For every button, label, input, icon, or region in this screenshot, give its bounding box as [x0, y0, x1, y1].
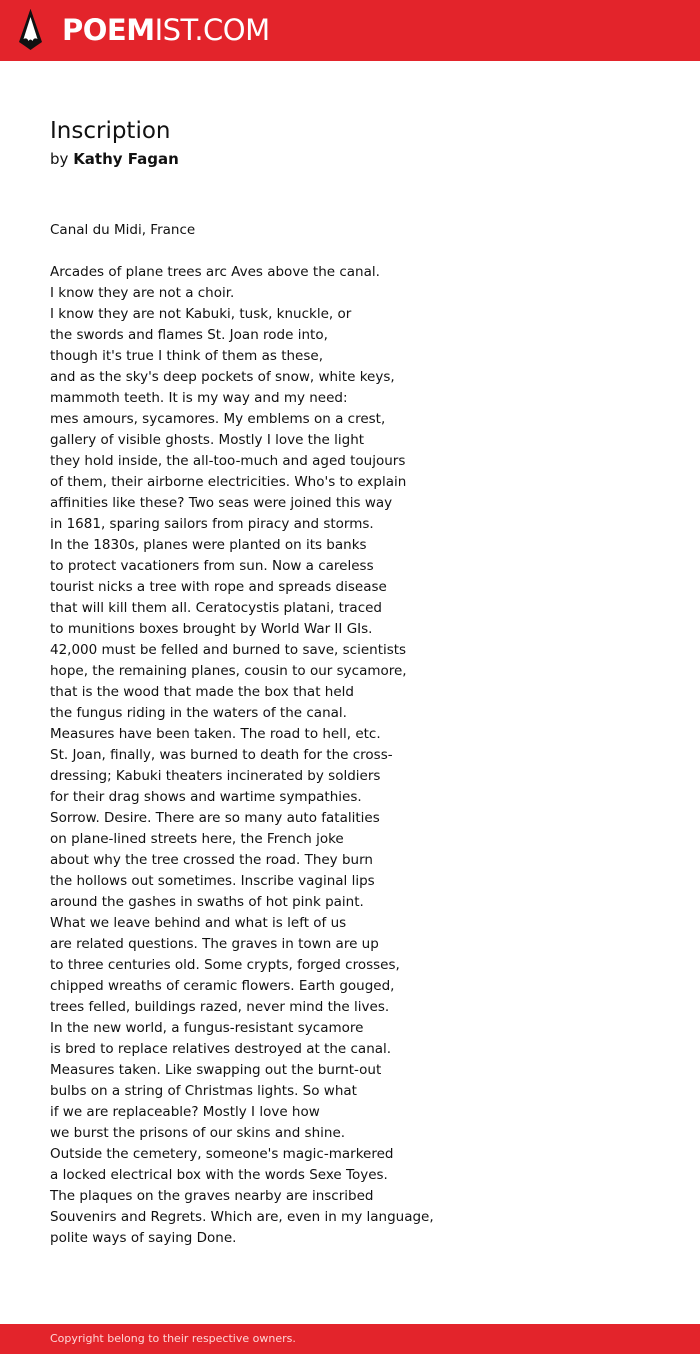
poem-line: is bred to replace relatives destroyed at the canal. [50, 1041, 392, 1057]
poem-line: to munitions boxes brought by World War II GIs. [50, 621, 373, 637]
poem-line: to three centuries old. Some crypts, forged crosses, [50, 957, 400, 973]
poem-line: the swords and flames St. Joan rode into, [50, 327, 328, 343]
poem-line: The plaques on the graves nearby are inscribed [50, 1188, 374, 1204]
poem-line: of them, their airborne electricities. Who's to explain [50, 474, 407, 490]
poem-title: Inscription [50, 118, 171, 144]
poem-line: in 1681, sparing sailors from piracy and storms. [50, 516, 374, 532]
poem-line: we burst the prisons of our skins and shine. [50, 1125, 346, 1141]
poem-line: affinities like these? Two seas were joined this way [50, 495, 393, 511]
site-footer [0, 1324, 700, 1354]
poem-epigraph: Canal du Midi, France [50, 222, 196, 238]
logo-text-light: IST.COM [154, 12, 270, 47]
poem-line: mammoth teeth. It is my way and my need: [50, 390, 348, 406]
poem-line: bulbs on a string of Christmas lights. So what [50, 1083, 357, 1099]
poem-line: if we are replaceable? Mostly I love how [50, 1104, 320, 1120]
poem-line: trees felled, buildings razed, never mind the lives. [50, 999, 390, 1015]
stanza-gap [50, 241, 670, 262]
poem-line: on plane-lined streets here, the French joke [50, 831, 344, 847]
poem-byline [50, 148, 670, 170]
poem-line: 42,000 must be felled and burned to save, scientists [50, 642, 407, 658]
pencil-logo-icon [18, 8, 43, 51]
poem-line: are related questions. The graves in town are up [50, 936, 379, 952]
poem-line: Measures taken. Like swapping out the burnt-out [50, 1062, 382, 1078]
poem-line: What we leave behind and what is left of us [50, 915, 347, 931]
footer-copyright: Copyright belong to their respective owners. [50, 1332, 296, 1345]
by-label: by [50, 150, 69, 168]
poem-line: the fungus riding in the waters of the canal. [50, 705, 347, 721]
poem-line: In the 1830s, planes were planted on its banks [50, 537, 367, 553]
poem-line: I know they are not Kabuki, tusk, knuckle, or [50, 306, 352, 322]
poem-line: that will kill them all. Ceratocystis platani, traced [50, 600, 382, 616]
poem-line: mes amours, sycamores. My emblems on a crest, [50, 411, 386, 427]
poem-line: tourist nicks a tree with rope and spreads disease [50, 579, 387, 595]
poem-line: St. Joan, finally, was burned to death for the cross- [50, 747, 393, 763]
poem-line: to protect vacationers from sun. Now a careless [50, 558, 374, 574]
poem-line: about why the tree crossed the road. They burn [50, 852, 373, 868]
poem-line: Arcades of plane trees arc Aves above the canal. [50, 264, 380, 280]
poem-line: chipped wreaths of ceramic flowers. Earth gouged, [50, 978, 395, 994]
poem-line: Souvenirs and Regrets. Which are, even in my language, [50, 1209, 434, 1225]
poem-line: for their drag shows and wartime sympathies. [50, 789, 362, 805]
site-header [0, 0, 700, 61]
poem-line: and as the sky's deep pockets of snow, white keys, [50, 369, 395, 385]
poem-line: dressing; Kabuki theaters incinerated by soldiers [50, 768, 381, 784]
poem-line: around the gashes in swaths of hot pink paint. [50, 894, 364, 910]
poem-line: Measures have been taken. The road to hell, etc. [50, 726, 381, 742]
poem-line: polite ways of saying Done. [50, 1230, 237, 1246]
poem-line: gallery of visible ghosts. Mostly I love the light [50, 432, 365, 448]
logo-text-bold: POEM [62, 12, 155, 47]
site-logo-text [62, 12, 270, 47]
poem-line: Outside the cemetery, someone's magic-markered [50, 1146, 394, 1162]
poem-line: I know they are not a choir. [50, 285, 235, 301]
poem-content [50, 114, 670, 1249]
poem-line: Sorrow. Desire. There are so many auto fatalities [50, 810, 380, 826]
poem-line: though it's true I think of them as these, [50, 348, 323, 364]
poem-line: hope, the remaining planes, cousin to our sycamore, [50, 663, 407, 679]
poem-line: In the new world, a fungus-resistant sycamore [50, 1020, 364, 1036]
poem-line: a locked electrical box with the words Sexe Toyes. [50, 1167, 388, 1183]
poem-line: that is the wood that made the box that held [50, 684, 354, 700]
poem-body [50, 220, 670, 1249]
poem-author: Kathy Fagan [73, 150, 179, 168]
site-logo-link[interactable] [18, 8, 270, 51]
poem-line: they hold inside, the all-too-much and aged toujours [50, 453, 406, 469]
poem-lines [50, 262, 670, 1249]
poem-line: the hollows out sometimes. Inscribe vaginal lips [50, 873, 375, 889]
